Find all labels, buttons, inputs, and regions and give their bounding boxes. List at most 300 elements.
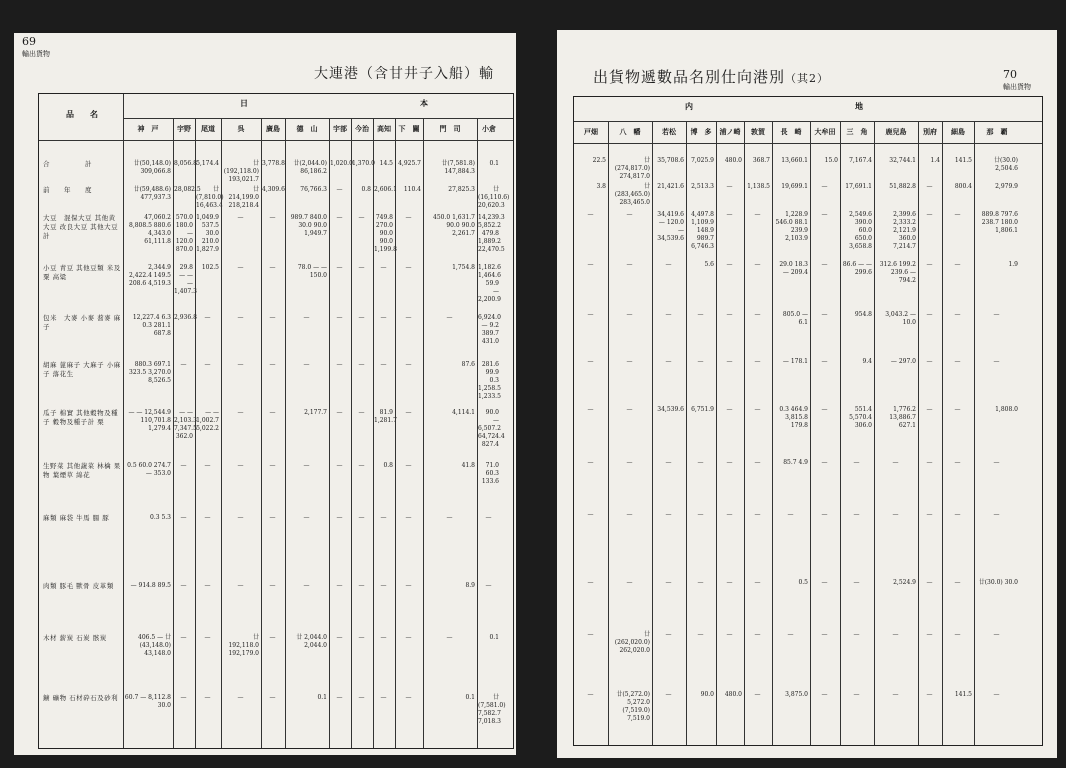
header-bottom: [574, 143, 1042, 144]
column-divider: [686, 121, 687, 745]
column-divider: [395, 118, 396, 748]
dash-cell: —: [853, 691, 860, 698]
value-cell: 47,060.2 8,808.5 880.6 4,343.0 61,111.8: [129, 214, 171, 245]
value-cell: 281.6 99.9 0.3 1,258.5 1,233.5: [478, 361, 501, 400]
dash-cell: —: [269, 462, 276, 469]
value-cell: 2,524.9: [893, 579, 916, 586]
dash-cell: —: [954, 358, 961, 365]
dash-cell: —: [336, 361, 343, 368]
value-cell: — — 12,544.9 110,701.8 1,279.4: [128, 409, 171, 432]
dash-cell: —: [303, 361, 310, 368]
value-cell: 749.8 270.0 90.0 90.0 1,199.8: [374, 214, 397, 253]
value-cell: 廿(7,810.0) 16,463.4: [196, 186, 224, 209]
value-cell: 3.8: [596, 183, 606, 190]
dash-cell: —: [237, 361, 244, 368]
dash-cell: —: [726, 579, 733, 586]
value-cell: — 297.0: [890, 358, 916, 365]
column-divider: [772, 121, 773, 745]
value-cell: 14.5: [379, 160, 393, 167]
value-cell: 81.9 1,281.7: [374, 409, 397, 424]
dash-cell: —: [926, 311, 933, 318]
column-header-9: 下 關: [398, 124, 420, 133]
value-cell: 32,744.1: [889, 157, 916, 164]
value-cell: 2,177.7: [304, 409, 327, 416]
dash-cell: —: [626, 406, 633, 413]
dash-cell: —: [204, 582, 211, 589]
item-column-divider: [123, 94, 124, 748]
dash-cell: —: [336, 462, 343, 469]
dash-cell: —: [446, 314, 453, 321]
header-bottom: [39, 140, 513, 141]
dash-cell: —: [993, 311, 1000, 318]
dash-cell: —: [626, 261, 633, 268]
dash-cell: —: [446, 634, 453, 641]
dash-cell: —: [269, 514, 276, 521]
value-cell: 71.0 60.3 133.6: [481, 462, 499, 485]
dash-cell: —: [993, 691, 1000, 698]
value-cell: 78.0 — — 150.0: [297, 264, 327, 279]
column-header-6: 長 崎: [780, 127, 802, 136]
dash-cell: —: [358, 409, 365, 416]
column-header-3: 呉: [237, 124, 245, 133]
value-cell: 0.5 60.0 274.7 — 353.0: [127, 462, 171, 477]
dash-cell: —: [237, 694, 244, 701]
value-cell: 13,660.1: [781, 157, 808, 164]
value-cell: 34,539.6: [657, 406, 684, 413]
dash-cell: —: [821, 358, 828, 365]
dash-cell: —: [926, 459, 933, 466]
value-cell: 480.0: [724, 157, 742, 164]
value-cell: 29.8 — — — 1,407.3: [174, 264, 197, 295]
left-table: [38, 93, 514, 749]
dash-cell: —: [358, 634, 365, 641]
dash-cell: —: [754, 211, 761, 218]
dash-cell: —: [726, 511, 733, 518]
value-cell: 85.7 4.9: [783, 459, 808, 466]
value-cell: 805.0 — 6.1: [782, 311, 808, 326]
value-cell: — — 1,002.7 5,022.2: [196, 409, 219, 432]
dash-cell: —: [726, 406, 733, 413]
dash-cell: —: [697, 311, 704, 318]
column-header-11: 小倉: [482, 124, 496, 133]
value-cell: 0.1: [317, 694, 327, 701]
column-divider: [285, 118, 286, 748]
column-header-7: 今治: [355, 124, 369, 133]
dash-cell: —: [587, 211, 594, 218]
value-cell: 廿(16,110.6) 20,620.3: [478, 186, 510, 209]
value-cell: 1.9: [1008, 261, 1018, 268]
value-cell: 28,082.5: [174, 186, 201, 193]
value-cell: 27,825.3: [448, 186, 475, 193]
value-cell: 110.4: [403, 186, 421, 193]
dash-cell: —: [821, 691, 828, 698]
dash-cell: —: [380, 361, 387, 368]
left-page-number: 69: [22, 35, 36, 48]
category-label-5: 胡麻 蓖麻子 大麻子 小麻子 落花生: [43, 361, 121, 378]
value-cell: 2,513.3: [691, 183, 714, 190]
value-cell: 1,020.0: [330, 160, 353, 167]
column-divider: [716, 121, 717, 745]
dash-cell: —: [665, 579, 672, 586]
right-title-text: 出貨物遞數品名別仕向港別: [593, 68, 786, 86]
dash-cell: —: [336, 186, 343, 193]
value-cell: 551.4 5,570.4 306.0: [849, 406, 872, 429]
dash-cell: —: [892, 459, 899, 466]
value-cell: 7,025.9: [691, 157, 714, 164]
value-cell: 廿(2,044.0) 86,186.2: [293, 160, 327, 175]
dash-cell: —: [380, 634, 387, 641]
dash-cell: —: [665, 311, 672, 318]
value-cell: 8,056.8: [174, 160, 197, 167]
dash-cell: —: [821, 406, 828, 413]
dash-cell: —: [405, 582, 412, 589]
value-cell: 880.3 697.1 323.5 3,270.0 8,526.5: [129, 361, 171, 384]
dash-cell: —: [697, 511, 704, 518]
column-header-6: 宇部: [333, 124, 347, 133]
dash-cell: —: [336, 582, 343, 589]
dash-cell: —: [665, 511, 672, 518]
category-label-10: 木材 薪炭 石炭 骸炭: [43, 634, 107, 642]
dash-cell: —: [358, 582, 365, 589]
column-divider: [373, 118, 374, 748]
value-cell: 12,227.4 6.3 0.3 281.1 687.8: [132, 314, 171, 337]
category-label-8: 麻類 麻袋 牛馬 腸 豚: [43, 514, 110, 522]
dash-cell: —: [697, 631, 704, 638]
column-header-10: 門 司: [439, 124, 461, 133]
value-cell: 450.0 1,631.7 90.0 90.0 2,261.7: [433, 214, 475, 237]
value-cell: 35,708.6: [657, 157, 684, 164]
value-cell: 2,549.6 390.0 60.0 650.0 3,658.8: [849, 211, 872, 250]
value-cell: 廿 214,199.0 218,218.4: [228, 186, 259, 209]
column-header-3: 博 多: [690, 127, 712, 136]
dash-cell: —: [380, 582, 387, 589]
dash-cell: —: [665, 261, 672, 268]
dash-cell: —: [587, 459, 594, 466]
value-cell: 1,228.9 546.0 88.1 239.9 2,103.9: [775, 211, 808, 242]
value-cell: 廿(283,465.0) 283,465.0: [614, 183, 650, 206]
dash-cell: —: [303, 582, 310, 589]
value-cell: 3,778.8: [262, 160, 285, 167]
value-cell: 406.5 — 廿(43,148.0) 43,148.0: [138, 634, 171, 657]
dash-cell: —: [237, 214, 244, 221]
dash-cell: —: [626, 211, 633, 218]
value-cell: 0.8: [361, 186, 371, 193]
value-cell: 15.0: [824, 157, 838, 164]
dash-cell: —: [726, 211, 733, 218]
dash-cell: —: [446, 514, 453, 521]
value-cell: 廿(7,581.0) 7,582.7 7,018.3: [478, 694, 506, 725]
dash-cell: —: [405, 694, 412, 701]
dash-cell: —: [180, 634, 187, 641]
value-cell: 87.6: [461, 361, 475, 368]
dash-cell: —: [697, 459, 704, 466]
column-divider: [351, 118, 352, 748]
dash-cell: —: [204, 634, 211, 641]
dash-cell: —: [954, 579, 961, 586]
column-header-1: 宇野: [177, 124, 191, 133]
column-header-2: 尾道: [201, 124, 215, 133]
column-header-0: 神 戸: [137, 124, 159, 133]
dash-cell: —: [587, 261, 594, 268]
category-label-6: 瓜子 棉實 其他穀物及種子 穀物及種子計 栗: [43, 409, 119, 426]
value-cell: 19,699.1: [781, 183, 808, 190]
value-cell: 51,882.8: [889, 183, 916, 190]
value-cell: 29.0 18.3 — 209.4: [779, 261, 808, 276]
right-group-header-2: 地: [855, 101, 863, 111]
column-header-9: 鹿兒島: [885, 127, 907, 136]
column-header-8: 三 角: [846, 127, 868, 136]
value-cell: 廿(274,817.0) 274,817.0: [614, 157, 650, 180]
header-divider: [574, 121, 1042, 122]
dash-cell: —: [237, 314, 244, 321]
column-divider: [874, 121, 875, 745]
dash-cell: —: [180, 582, 187, 589]
left-page: [14, 33, 516, 755]
value-cell: — 914.8 89.5: [130, 582, 171, 589]
dash-cell: —: [358, 214, 365, 221]
dash-cell: —: [892, 691, 899, 698]
category-label-9: 肉類 豚毛 獸骨 皮革類: [43, 582, 114, 590]
value-cell: — 178.1: [782, 358, 808, 365]
column-header-12: 那 覇: [986, 127, 1008, 136]
dash-cell: —: [269, 361, 276, 368]
value-cell: 6,924.0 — 9.2 389.7 431.0: [478, 314, 501, 345]
value-cell: 0.1: [489, 160, 499, 167]
value-cell: 0.8: [383, 462, 393, 469]
dash-cell: —: [954, 631, 961, 638]
value-cell: 0.1: [489, 634, 499, 641]
dash-cell: —: [926, 406, 933, 413]
dash-cell: —: [821, 631, 828, 638]
dash-cell: —: [269, 634, 276, 641]
dash-cell: —: [954, 511, 961, 518]
dash-cell: —: [587, 579, 594, 586]
dash-cell: —: [926, 691, 933, 698]
left-group-header-2: 本: [420, 98, 428, 108]
value-cell: 141.5: [954, 157, 972, 164]
dash-cell: —: [336, 514, 343, 521]
column-divider: [173, 118, 174, 748]
value-cell: 1,370.0: [352, 160, 375, 167]
dash-cell: —: [485, 582, 492, 589]
dash-cell: —: [821, 261, 828, 268]
value-cell: 17,691.1: [845, 183, 872, 190]
value-cell: 0.3 464.9 3,815.8 179.8: [779, 406, 808, 429]
right-title-suffix: （其2）: [785, 72, 830, 85]
dash-cell: —: [754, 579, 761, 586]
column-divider: [744, 121, 745, 745]
right-page: [557, 30, 1057, 758]
dash-cell: —: [237, 582, 244, 589]
dash-cell: —: [626, 579, 633, 586]
dash-cell: —: [269, 314, 276, 321]
dash-cell: —: [697, 358, 704, 365]
dash-cell: —: [587, 631, 594, 638]
value-cell: 1.4: [930, 157, 940, 164]
right-table: [573, 96, 1043, 746]
value-cell: 0.1: [465, 694, 475, 701]
dash-cell: —: [269, 694, 276, 701]
value-cell: 廿 192,118.0 192,179.0: [228, 634, 259, 657]
value-cell: — — 2,103.3 7,347.5 362.0: [174, 409, 197, 440]
value-cell: 5.6: [704, 261, 714, 268]
value-cell: 6,751.9: [691, 406, 714, 413]
value-cell: 廿 2,044.0 2,044.0: [296, 634, 327, 649]
dash-cell: —: [926, 579, 933, 586]
dash-cell: —: [821, 459, 828, 466]
dash-cell: —: [726, 459, 733, 466]
dash-cell: —: [269, 264, 276, 271]
value-cell: 1,754.8: [452, 264, 475, 271]
dash-cell: —: [926, 358, 933, 365]
value-cell: 4,497.8 1,109.9 148.9 989.7 6,746.3: [691, 211, 714, 250]
dash-cell: —: [180, 361, 187, 368]
dash-cell: —: [926, 183, 933, 190]
dash-cell: —: [336, 409, 343, 416]
dash-cell: —: [892, 511, 899, 518]
dash-cell: —: [204, 694, 211, 701]
value-cell: 41.8: [461, 462, 475, 469]
column-divider: [942, 121, 943, 745]
value-cell: 廿(30.0) 2,504.6: [993, 157, 1018, 172]
dash-cell: —: [180, 694, 187, 701]
dash-cell: —: [821, 579, 828, 586]
value-cell: 1,182.6 1,464.6 59.9 — 2,200.9: [478, 264, 501, 303]
dash-cell: —: [626, 459, 633, 466]
value-cell: 3,875.0: [785, 691, 808, 698]
dash-cell: —: [303, 514, 310, 521]
dash-cell: —: [336, 214, 343, 221]
value-cell: 480.0: [724, 691, 742, 698]
category-label-4: 包米 大麥 小麥 蕎麥 麻子: [43, 314, 121, 331]
dash-cell: —: [180, 514, 187, 521]
value-cell: 34,419.6 — 120.0 — 34,539.6: [657, 211, 684, 242]
dash-cell: —: [336, 634, 343, 641]
dash-cell: —: [587, 311, 594, 318]
dash-cell: —: [405, 361, 412, 368]
dash-cell: —: [405, 314, 412, 321]
column-header-10: 別府: [923, 127, 937, 136]
right-group-header-1: 内: [685, 101, 693, 111]
dash-cell: —: [358, 314, 365, 321]
dash-cell: —: [336, 694, 343, 701]
dash-cell: —: [204, 314, 211, 321]
dash-cell: —: [303, 462, 310, 469]
value-cell: 4,925.7: [398, 160, 421, 167]
value-cell: 2,606.1: [374, 186, 397, 193]
category-label-1: 前 年 度: [43, 186, 92, 194]
dash-cell: —: [993, 459, 1000, 466]
dash-cell: —: [204, 514, 211, 521]
dash-cell: —: [269, 214, 276, 221]
dash-cell: —: [993, 358, 1000, 365]
dash-cell: —: [954, 261, 961, 268]
column-divider: [261, 118, 262, 748]
dash-cell: —: [821, 311, 828, 318]
dash-cell: —: [787, 511, 794, 518]
column-header-7: 大牟田: [814, 127, 836, 136]
value-cell: 2,399.6 2,333.2 2,121.9 360.0 7,214.7: [893, 211, 916, 250]
column-header-8: 高知: [377, 124, 391, 133]
value-cell: 2,979.9: [995, 183, 1018, 190]
dash-cell: —: [204, 462, 211, 469]
value-cell: 4,114.1: [452, 409, 475, 416]
column-divider: [608, 121, 609, 745]
value-cell: 廿(59,488.6) 477,937.3: [133, 186, 171, 201]
value-cell: 21,421.6: [657, 183, 684, 190]
dash-cell: —: [853, 511, 860, 518]
value-cell: 954.8: [854, 311, 872, 318]
column-header-5: 敦賀: [751, 127, 765, 136]
value-cell: 廿(7,581.8) 147,884.3: [441, 160, 475, 175]
dash-cell: —: [358, 462, 365, 469]
dash-cell: —: [269, 409, 276, 416]
dash-cell: —: [237, 514, 244, 521]
dash-cell: —: [269, 582, 276, 589]
value-cell: 廿(30.0) 30.0: [978, 579, 1018, 586]
dash-cell: —: [697, 579, 704, 586]
dash-cell: —: [405, 214, 412, 221]
dash-cell: —: [665, 631, 672, 638]
dash-cell: —: [821, 183, 828, 190]
value-cell: 廿(50,148.0) 309,066.8: [133, 160, 171, 175]
dash-cell: —: [665, 691, 672, 698]
value-cell: 8.9: [465, 582, 475, 589]
dash-cell: —: [754, 358, 761, 365]
dash-cell: —: [853, 631, 860, 638]
value-cell: 989.7 840.0 30.0 90.0 1,949.7: [290, 214, 327, 237]
value-cell: 3,043.2 — 10.0: [885, 311, 916, 326]
dash-cell: —: [726, 358, 733, 365]
dash-cell: —: [358, 514, 365, 521]
dash-cell: —: [754, 511, 761, 518]
dash-cell: —: [380, 314, 387, 321]
dash-cell: —: [303, 314, 310, 321]
dash-cell: —: [754, 631, 761, 638]
dash-cell: —: [180, 462, 187, 469]
dash-cell: —: [336, 264, 343, 271]
value-cell: 1,138.5: [747, 183, 770, 190]
dash-cell: —: [405, 634, 412, 641]
column-divider: [477, 118, 478, 748]
dash-cell: —: [853, 459, 860, 466]
left-group-header-1: 日: [240, 98, 248, 108]
column-header-4: 廣島: [266, 124, 280, 133]
dash-cell: —: [380, 514, 387, 521]
dash-cell: —: [754, 261, 761, 268]
dash-cell: —: [358, 694, 365, 701]
dash-cell: —: [954, 459, 961, 466]
column-divider: [652, 121, 653, 745]
value-cell: 86.6 — — 299.6: [842, 261, 872, 276]
value-cell: 5,174.4: [196, 160, 219, 167]
dash-cell: —: [587, 406, 594, 413]
dash-cell: —: [726, 183, 733, 190]
column-divider: [918, 121, 919, 745]
column-header-2: 若松: [662, 127, 676, 136]
dash-cell: —: [665, 358, 672, 365]
dash-cell: —: [926, 511, 933, 518]
category-label-3: 小豆 青豆 其他豆類 米及粟 高粱: [43, 264, 121, 281]
dash-cell: —: [405, 514, 412, 521]
dash-cell: —: [626, 511, 633, 518]
value-cell: 廿(262,020.0) 262,020.0: [614, 631, 650, 654]
dash-cell: —: [485, 514, 492, 521]
value-cell: 60.7 — 8,112.8 30.0: [124, 694, 171, 709]
column-divider: [423, 118, 424, 748]
value-cell: 312.6 199.2 239.6 — 794.2: [879, 261, 916, 284]
dash-cell: —: [358, 361, 365, 368]
